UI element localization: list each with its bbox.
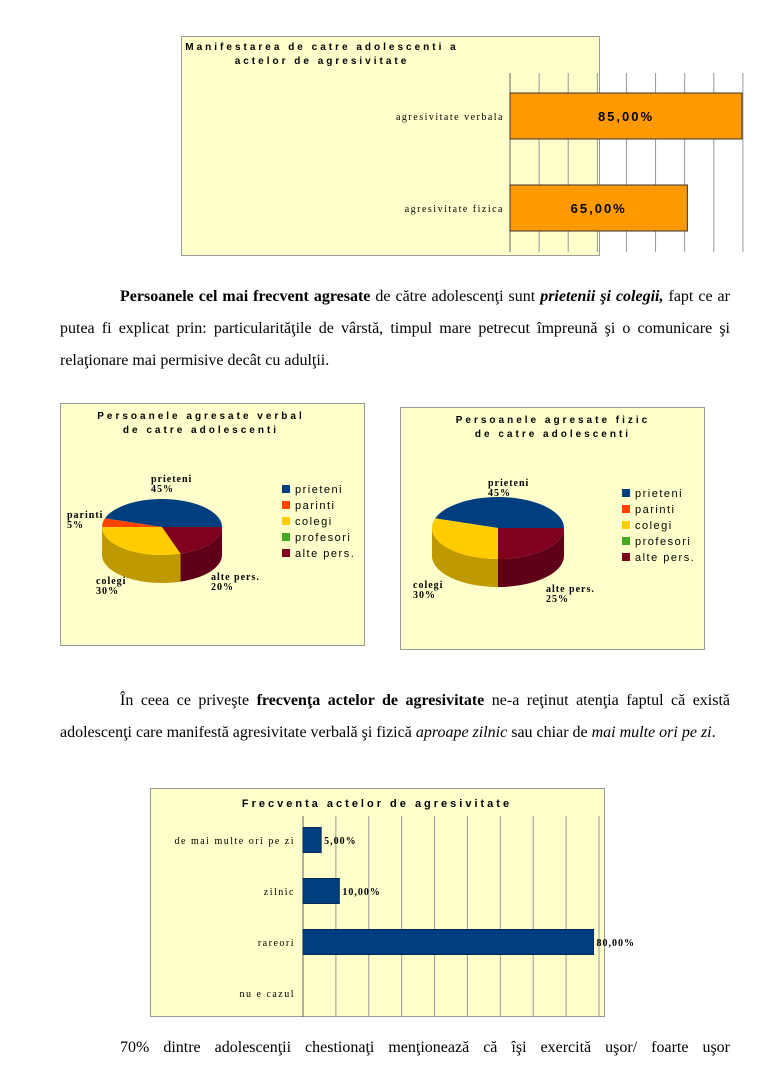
legend-swatch [282,517,290,525]
legend-swatch [622,537,630,545]
slice-label-pct: 45% [151,484,174,495]
para2-italic2: mai multe ori pe zi [591,724,712,741]
category-label: de mai multe ori pe zi [174,836,295,847]
legend-label: colegi [635,520,673,532]
paragraph-70 [60,1032,730,1064]
category-label: agresivitate fizica [404,204,504,215]
paragraph-persoane [60,281,730,377]
slice-label-pct: 20% [211,582,234,593]
legend-swatch [622,521,630,529]
slice-label-pct: 45% [488,488,511,499]
value-label: 85,00% [597,109,655,124]
chart-title-line1: Manifestarea de catre adolescenti a [185,42,459,53]
bar [303,828,321,853]
para2-text3: sau chiar de [507,724,592,741]
slice-label-name: parinti [67,510,104,521]
chart-title-line2: actelor de agresivitate [234,56,410,67]
chart-manifestare [181,36,655,256]
legend-label: colegi [295,516,333,528]
para2-bold: frecvenţa actelor de agresivitate [256,692,485,709]
para1-text1: de către adolescenţi sunt [370,288,541,305]
slice-label-name: prieteni [488,478,530,489]
legend-label: profesori [295,532,352,544]
value-label: 80,00% [596,938,636,949]
chart-manifestare-svg [182,37,655,257]
value-label: 65,00% [570,201,627,216]
value-label: 5,00% [324,836,357,847]
para1-bolditalic: prietenii şi colegii, [540,288,664,305]
slice-label-name: colegi [413,580,444,591]
slice-label-name: colegi [96,576,127,587]
slice-label-pct: 25% [546,594,569,605]
paragraph-frecventa [60,685,730,749]
chart-frecventa-svg [151,789,636,1018]
legend-label: prieteni [635,488,684,500]
legend-label: alte pers. [635,552,696,564]
chart-pie-verbal [60,403,365,646]
legend-label: parinti [635,504,676,516]
chart-title-line1: Persoanele agresate verbal [97,411,305,422]
legend-swatch [622,505,630,513]
para2-text1: În ceea ce priveşte [120,692,257,709]
chart-title: Frecventa actelor de agresivitate [241,798,513,810]
legend-swatch [282,485,290,493]
legend-swatch [282,533,290,541]
chart-pie-verbal-svg [61,404,366,647]
slice-label-name: alte pers. [546,584,595,595]
category-label: agresivitate verbala [395,112,504,123]
legend-swatch [282,549,290,557]
legend-label: prieteni [295,484,344,496]
chart-title-line1: Persoanele agresate fizic [455,415,651,426]
legend-swatch [622,489,630,497]
para3-text: 70% dintre adolescenţii chestionaţi menţionează că îşi exercită uşor/ foarte uşor [120,1039,730,1056]
chart-title-line2: de catre adolescenti [122,425,280,436]
legend-label: parinti [295,500,336,512]
para2-text2: ne-a reţinut atenţia faptul că există adolescenţi care manifestă agresivitate verbală şi fizică [60,692,731,741]
legend-label: alte pers. [295,548,356,560]
chart-pie-fizic-svg [401,408,706,651]
slice-label-pct: 5% [67,520,84,531]
para1-bold: Persoanele cel mai frecvent agresate [120,288,371,305]
category-label: nu e cazul [239,989,295,1000]
value-label: 10,00% [342,887,381,898]
category-label: rareori [257,938,295,949]
bar [303,879,339,904]
slice-label-pct: 30% [96,586,119,597]
legend-label: profesori [635,536,692,548]
chart-title-line2: de catre adolescenti [474,429,632,440]
chart-frecventa [150,788,636,1017]
category-label: zilnic [263,887,295,898]
chart-pie-fizic [400,407,705,650]
slice-label-pct: 30% [413,590,436,601]
legend-swatch [622,553,630,561]
para2-text4: . [711,724,716,741]
legend-swatch [282,501,290,509]
bar [303,930,594,955]
slice-label-name: prieteni [151,474,193,485]
para2-italic1: aproape zilnic [415,724,508,741]
para1-text2: fapt ce ar putea fi explicat prin: particularităţile de vârstă, timpul mare petrecut împreună şi o comunicare şi relaţionare mai permisive decât cu adulţii. [60,288,730,369]
slice-label-name: alte pers. [211,572,260,583]
